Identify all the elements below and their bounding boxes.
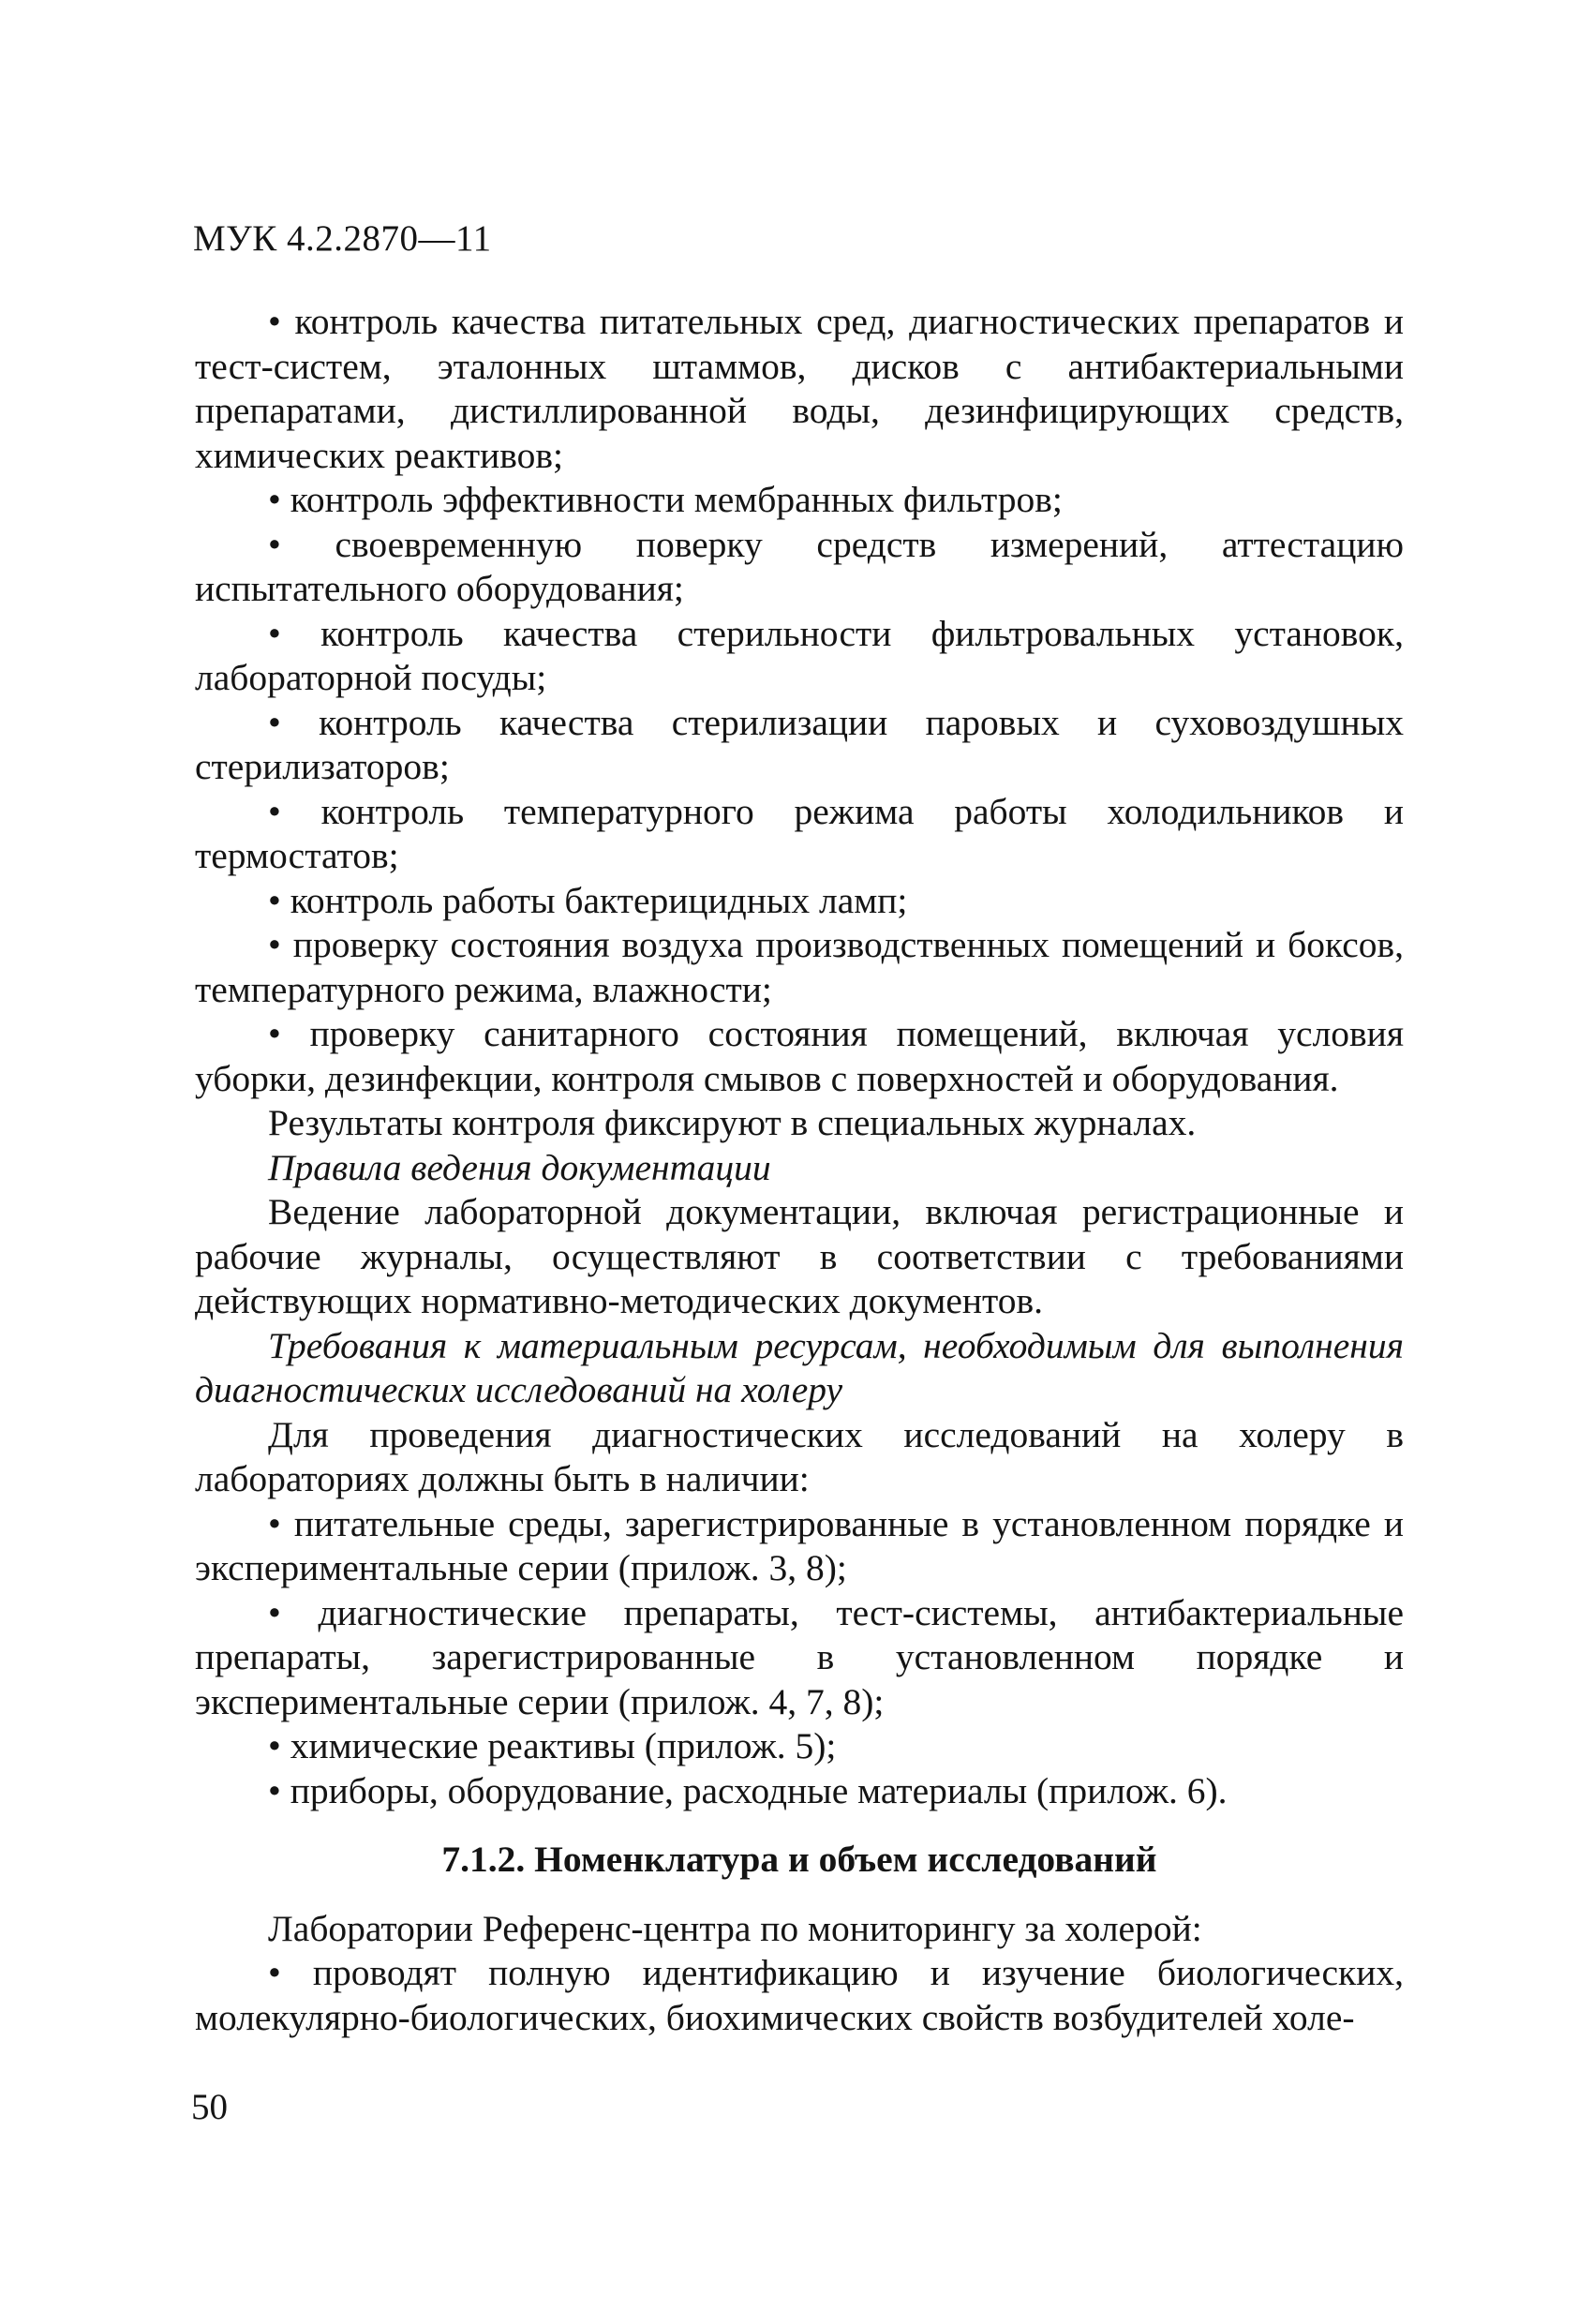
list-item: • проверку санитарного состояния помещений, включая условия уборки, дезинфекции, контроля смывов с поверхностей и оборудования. [195, 1013, 1404, 1099]
paragraph: Результаты контроля фиксируют в специальных журналах. [268, 1102, 1197, 1143]
list-item: • проводят полную идентификацию и изучение биологических, молекулярно-биологических, биохимических свойств возбудителей холе- [195, 1952, 1404, 2038]
italic-subheading: Правила ведения документации [268, 1146, 771, 1188]
list-item: • контроль эффективности мембранных фильтров; [268, 479, 1063, 520]
list-item: • контроль температурного режима работы холодильников и термостатов; [195, 790, 1404, 876]
list-item: • контроль качества стерильности фильтровальных установок, лабораторной посуды; [195, 612, 1404, 698]
list-item: • контроль работы бактерицидных ламп; [268, 879, 908, 921]
list-item: • контроль качества стерилизации паровых и суховоздушных стерилизаторов; [195, 701, 1404, 787]
document-body [195, 300, 1404, 2040]
list-item: • контроль качества питательных сред, диагностических препаратов и тест-систем, эталонных штаммов, дисков с антибактериальными препаратами, дистиллированной воды, дезинфицирующих средств, химических реактивов; [195, 301, 1404, 476]
page-number: 50 [191, 2087, 228, 2127]
section-heading: 7.1.2. Номенклатура и объем исследований [441, 1839, 1157, 1880]
list-item: • химические реактивы (прилож. 5); [268, 1725, 837, 1766]
paragraph: Ведение лабораторной документации, включая регистрационные и рабочие журналы, осуществляют в соответствии с требованиями действующих нормативно-методических документов. [195, 1191, 1404, 1321]
list-item: • питательные среды, зарегистрированные в установленном порядке и экспериментальные серии (прилож. 3, 8); [195, 1502, 1404, 1588]
list-item: • своевременную поверку средств измерений, аттестацию испытательного оборудования; [195, 523, 1404, 609]
paragraph: Для проведения диагностических исследований на холеру в лабораториях должны быть в наличии: [195, 1413, 1404, 1499]
list-item: • диагностические препараты, тест-системы, антибактериальные препараты, зарегистрированные в установленном порядке и экспериментальные серии (прилож. 4, 7, 8); [195, 1591, 1404, 1722]
document-code-header: МУК 4.2.2870—11 [193, 218, 492, 259]
list-item: • приборы, оборудование, расходные материалы (прилож. 6). [268, 1769, 1228, 1811]
list-item: • проверку состояния воздуха производственных помещений и боксов, температурного режима, влажности; [195, 924, 1404, 1010]
italic-subheading: Требования к материальным ресурсам, необходимым для выполнения диагностических исследований на холеру [195, 1324, 1404, 1410]
paragraph: Лаборатории Референс-центра по мониторингу за холерой: [268, 1907, 1202, 1949]
